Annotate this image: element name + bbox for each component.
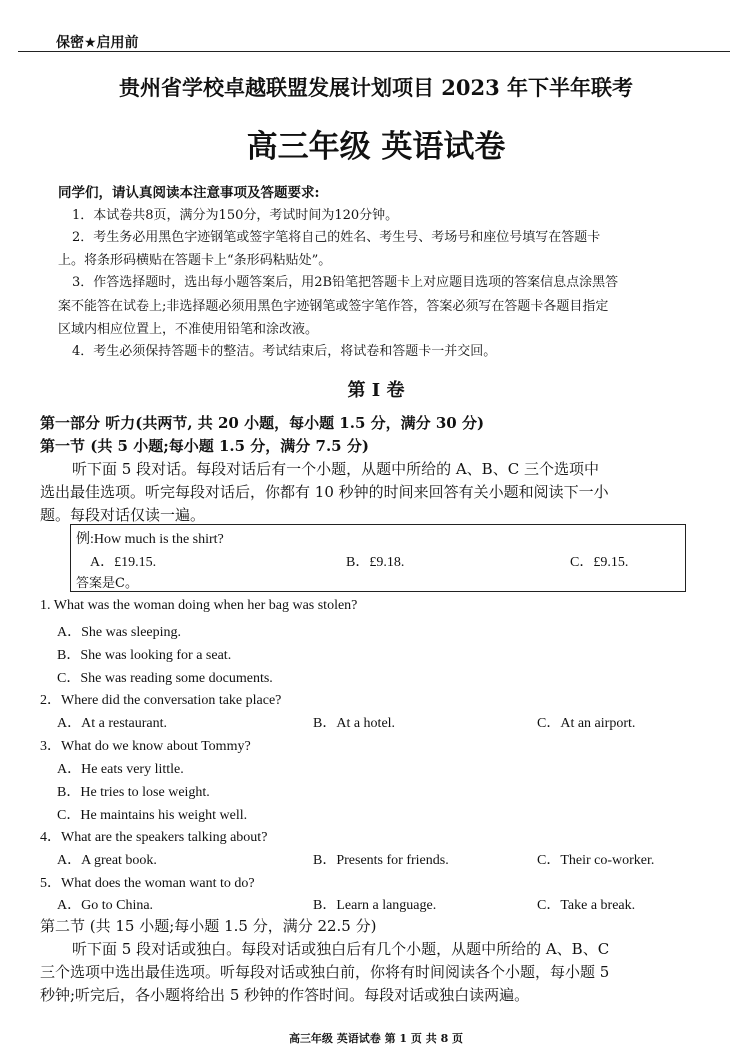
- notice-item-3-cont2: 区域内相应位置上，不准使用铅笔和涂改液。: [58, 322, 319, 337]
- section1-instructions-cont2: 题。每段对话仅读一遍。: [40, 506, 206, 524]
- question-stem: 5．What does the woman want to do?: [40, 876, 255, 891]
- header-divider: [18, 51, 730, 52]
- option-c: C．He maintains his weight well.: [57, 808, 248, 823]
- section1-instructions-cont: 选出最佳选项。听完每段对话后，你都有 10 秒钟的时间来回答有关小题和阅读下一小: [40, 483, 609, 501]
- option-b: B．Learn a language.: [313, 898, 437, 913]
- example-option-a: A．£19.15.: [90, 555, 157, 570]
- notice-item-1: 1．本试卷共8页，满分为150分，考试时间为120分钟。: [72, 208, 399, 223]
- question-stem: 2．Where did the conversation take place?: [40, 693, 282, 708]
- section1-instructions: 听下面 5 段对话。每段对话后有一个小题，从题中所给的 A、B、C 三个选项中: [72, 460, 599, 478]
- section1-heading: 第一节 (共 5 小题;每小题 1.5 分，满分 7.5 分): [40, 437, 369, 455]
- option-b: B．He tries to lose weight.: [57, 785, 210, 800]
- part1-heading: 第一部分 听力(共两节, 共 20 小题，每小题 1.5 分，满分 30 分): [40, 414, 485, 432]
- option-a: A．She was sleeping.: [57, 625, 182, 640]
- notice-heading: 同学们，请认真阅读本注意事项及答题要求:: [58, 185, 320, 201]
- notice-item-3: 3．作答选择题时，选出每小题答案后，用2B铅笔把答题卡上对应题目选项的答案信息点涂黑答: [72, 275, 619, 290]
- exam-title: 贵州省学校卓越联盟发展计划项目 2023 年下半年联考: [118, 75, 634, 100]
- example-option-b: B．£9.18.: [346, 555, 405, 570]
- notice-item-2: 2．考生务必用黑色字迹钢笔或签字笔将自己的姓名、考生号、考场号和座位号填写在答题卡: [72, 230, 601, 245]
- option-c: C．She was reading some documents.: [57, 671, 273, 686]
- notice-item-4: 4．考生必须保持答题卡的整洁。考试结束后，将试卷和答题卡一并交回。: [72, 344, 497, 359]
- option-c: C．Their co-worker.: [537, 853, 655, 868]
- section2-instructions: 听下面 5 段对话或独白。每段对话或独白后有几个小题，从题中所给的 A、B、C: [72, 940, 610, 958]
- notice-item-3-cont: 案不能答在试卷上;非选择题必须用黑色字迹钢笔或签字笔作答，答案必须写在答题卡各题目指定: [58, 299, 609, 314]
- example-option-c: C．£9.15.: [570, 555, 629, 570]
- option-a: A．He eats very little.: [57, 762, 184, 777]
- section2-heading: 第二节 (共 15 小题;每小题 1.5 分，满分 22.5 分): [40, 917, 377, 935]
- volume-title: 第 I 卷: [347, 380, 405, 401]
- example-question: 例:How much is the shirt?: [76, 532, 224, 547]
- option-a: A．A great book.: [57, 853, 157, 868]
- option-b: B．Presents for friends.: [313, 853, 449, 868]
- option-a: A．Go to China.: [57, 898, 154, 913]
- question-stem: 1. What was the woman doing when her bag was stolen?: [40, 598, 358, 613]
- section2-instructions-cont: 三个选项中选出最佳选项。听每段对话或独白前，你将有时间阅读各个小题，每小题 5: [40, 963, 610, 981]
- option-a: A．At a restaurant.: [57, 716, 168, 731]
- notice-item-2-cont: 上。将条形码横贴在答题卡上“条形码粘贴处”。: [58, 253, 332, 268]
- option-b: B．At a hotel.: [313, 716, 396, 731]
- question-stem: 4．What are the speakers talking about?: [40, 830, 268, 845]
- page-footer: 高三年级 英语试卷 第 1 页 共 8 页: [288, 1032, 464, 1045]
- option-c: C．At an airport.: [537, 716, 636, 731]
- question-stem: 3．What do we know about Tommy?: [40, 739, 251, 754]
- confidential-label: 保密★启用前: [56, 35, 139, 51]
- option-b: B．She was looking for a seat.: [57, 648, 232, 663]
- option-c: C．Take a break.: [537, 898, 636, 913]
- exam-subtitle: 高三年级 英语试卷: [246, 129, 506, 165]
- example-answer: 答案是C。: [76, 576, 138, 591]
- section2-instructions-cont2: 秒钟;听完后，各小题将给出 5 秒钟的作答时间。每段对话或独白读两遍。: [40, 986, 530, 1004]
